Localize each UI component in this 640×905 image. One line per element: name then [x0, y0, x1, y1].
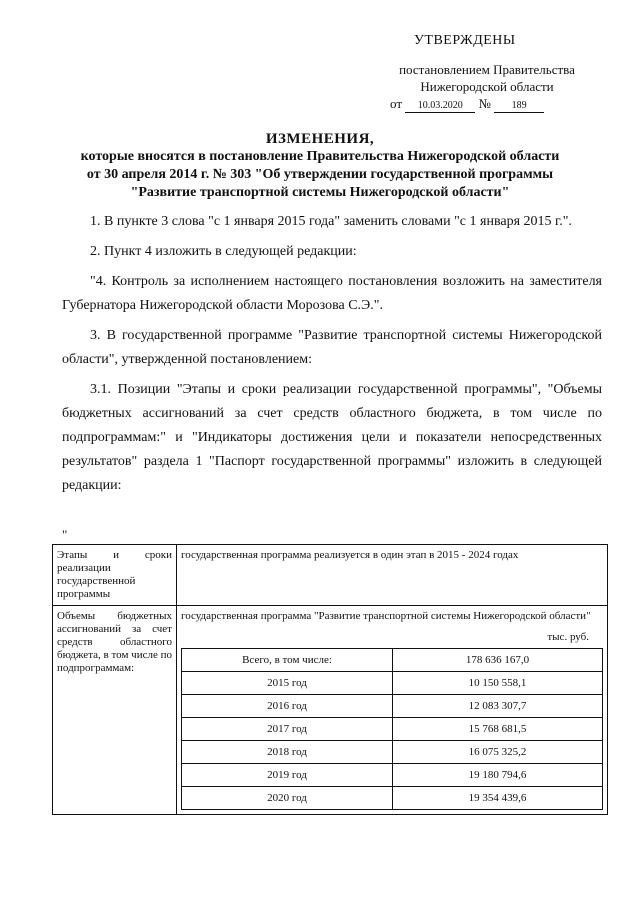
year-label: Всего, в том числе:	[182, 649, 393, 672]
document-body	[62, 210, 602, 504]
table-row	[182, 764, 603, 787]
paragraph-3: "4. Контроль за исполнением настоящего постановления возложить на заместителя Губернатора Нижегородской области Морозова С.Э.".	[62, 274, 602, 313]
approval-line-1: постановлением Правительства	[399, 62, 575, 77]
program-name: государственная программа "Развитие транспортной системы Нижегородской области"	[181, 610, 591, 622]
year-label: 2019 год	[182, 764, 393, 787]
year-amount: 178 636 167,0	[393, 649, 603, 672]
year-amount: 16 075 325,2	[393, 741, 603, 764]
title-line-1: которые вносятся в постановление Правительства Нижегородской области	[80, 149, 560, 164]
document-title	[40, 130, 600, 202]
year-label: 2020 год	[182, 787, 393, 810]
year-amount: 10 150 558,1	[393, 672, 603, 695]
title-line-2: от 30 апреля 2014 г. № 303 "Об утверждении государственной программы	[86, 167, 554, 182]
from-label: от	[390, 96, 403, 111]
units-label: тыс. руб.	[547, 631, 589, 643]
approval-date: 10.03.2020	[405, 100, 475, 113]
table-row	[182, 672, 603, 695]
approval-line-2: Нижегородской области	[420, 79, 554, 94]
year-label: 2016 год	[182, 695, 393, 718]
year-amount: 19 180 794,6	[393, 764, 603, 787]
approval-heading: УТВЕРЖДЕНЫ	[414, 33, 516, 48]
row-label-stages: Этапы и сроки реализации государственной программы	[53, 545, 177, 606]
year-amount: 12 083 307,7	[393, 695, 603, 718]
approval-date-number	[362, 95, 612, 113]
year-label: 2015 год	[182, 672, 393, 695]
row-value-budget	[177, 606, 608, 815]
paragraph-2: 2. Пункт 4 изложить в следующей редакции:	[90, 244, 357, 259]
passport-table	[52, 544, 608, 815]
table-row	[53, 606, 608, 815]
title-line-3: "Развитие транспортной системы Нижегородской области"	[130, 185, 510, 200]
table-row	[182, 649, 603, 672]
title-main: ИЗМЕНЕНИЯ,	[265, 131, 375, 147]
year-amount: 15 768 681,5	[393, 718, 603, 741]
approval-block	[362, 32, 612, 113]
year-label: 2017 год	[182, 718, 393, 741]
years-table	[181, 648, 603, 810]
table-row	[53, 545, 608, 606]
table-row	[182, 787, 603, 810]
row-label-budget: Объемы бюджетных ассигнований за счет средств областного бюджета, в том числе по подпрограммам:	[53, 606, 177, 815]
table-row	[182, 695, 603, 718]
year-amount: 19 354 439,6	[393, 787, 603, 810]
row-value-stages: государственная программа реализуется в один этап в 2015 - 2024 годах	[177, 545, 608, 606]
approval-number: 189	[494, 100, 544, 113]
paragraph-1: 1. В пункте 3 слова "с 1 января 2015 года" заменить словами "с 1 января 2015 г.".	[90, 214, 572, 229]
year-label: 2018 год	[182, 741, 393, 764]
table-row	[182, 741, 603, 764]
opening-quote: "	[62, 527, 68, 542]
table-row	[182, 718, 603, 741]
number-sign: №	[478, 96, 491, 111]
paragraph-4: 3. В государственной программе "Развитие транспортной системы Нижегородской области", утвержденной постановлением:	[62, 328, 602, 367]
paragraph-5: 3.1. Позиции "Этапы и сроки реализации государственной программы", "Объемы бюджетных ассигнований за счет средств областного бюджета, в том числе по подпрограммам:" и "Индикаторы достижения цели и показатели непосредственных результатов" раздела 1 "Паспорт государственной программы" изложить в следующей редакции:	[62, 382, 602, 493]
